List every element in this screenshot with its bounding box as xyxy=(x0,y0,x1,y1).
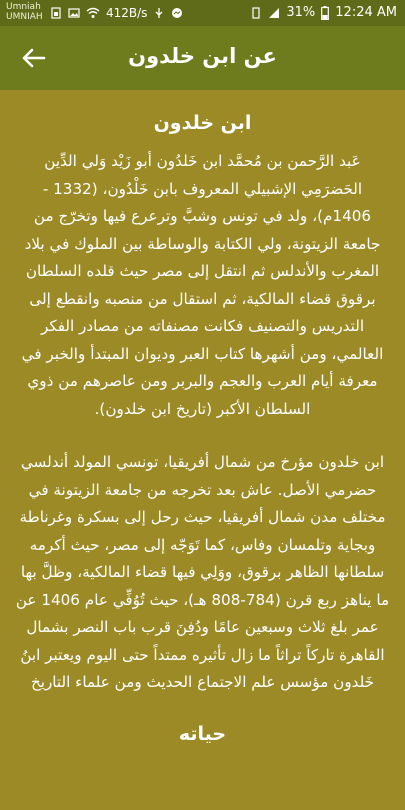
messenger-icon xyxy=(171,7,183,19)
carrier-name: Umniah xyxy=(6,2,41,12)
data-rate: 412B/s xyxy=(106,6,148,20)
carrier-network: UMNIAH xyxy=(6,12,43,22)
section-heading: ابن خلدون xyxy=(153,112,252,134)
about-content xyxy=(0,90,405,810)
signal-icon xyxy=(268,7,280,19)
usb-icon xyxy=(153,7,165,19)
biography-paragraph-1: عَبد الرَّحمن بن مُحمَّد ابن خَلدُون أبو زَيْد وَلي الدِّين الحَضرَمِي الإشبيلي المعروف بابن خَلْدُون، (1332 - 1406م)، ولد في تونس وشبَّ وترعرع فيها وتخرّج من جامعة الزيتونة، ولي الكتابة والوساطة بين الملوك في بلاد المغرب والأندلس ثم انتقل إلى مصر حيث قلده السلطان برقوق قضاء المالكية، ثم استقال من منصبه وانقطع إلى التدريس والتصنيف فكانت مصنفاته من مصادر الفكر العالمي، ومن أشهرها كتاب العبر وديوان المبتدأ والخبر في معرفة أيام العرب والعجم والبربر ومن عاصرهم من ذوي السلطان الأكبر (تاريخ ابن خلدون). xyxy=(21,152,384,418)
battery-percent: 31% xyxy=(286,5,316,20)
page-title: عن ابن خلدون xyxy=(128,44,277,68)
app-bar xyxy=(0,26,405,90)
status-left-icons xyxy=(50,6,183,20)
carrier-info xyxy=(6,2,43,22)
wifi-icon xyxy=(86,7,100,19)
photo-icon xyxy=(68,7,80,19)
sim-icon xyxy=(50,7,62,19)
biography-paragraph-2: ابن خلدون مؤرخ من شمال أفريقيا، تونسي المولد أندلسي حضرمي الأصل. عاش بعد تخرجه من جامعة الزيتونة في مختلف مدن شمال أفريقيا، حيث رحل إلى بسكرة وغرناطة وبجاية وتلمسان وفاس، كما تَوَجّه إلى مصر، حيث أكرمه سلطانها الظاهر برقوق، ووَلِي فيها قضاء المالكية، وظلَّ بها ما يناهز ربع قرن (784-808 هـ)، حيث تُوُفِّي عام 1406 عن عمر بلغ ثلاث وسبعين عامًا ودُفِنَ قرب باب النصر بشمال القاهرة تاركاً تراثاً ما زال تأثيره ممتداً حتى اليوم ويعتبر ابنُ خَلدون مؤسس علم الاجتماع الحديث ومن علماء التاريخ xyxy=(15,453,390,691)
status-right-icons xyxy=(250,5,397,20)
section-heading-life: حياته xyxy=(178,722,227,745)
clock: 12:24 AM xyxy=(335,5,397,20)
status-bar xyxy=(0,0,405,26)
battery-icon xyxy=(321,6,329,20)
vibrate-icon xyxy=(250,7,262,19)
